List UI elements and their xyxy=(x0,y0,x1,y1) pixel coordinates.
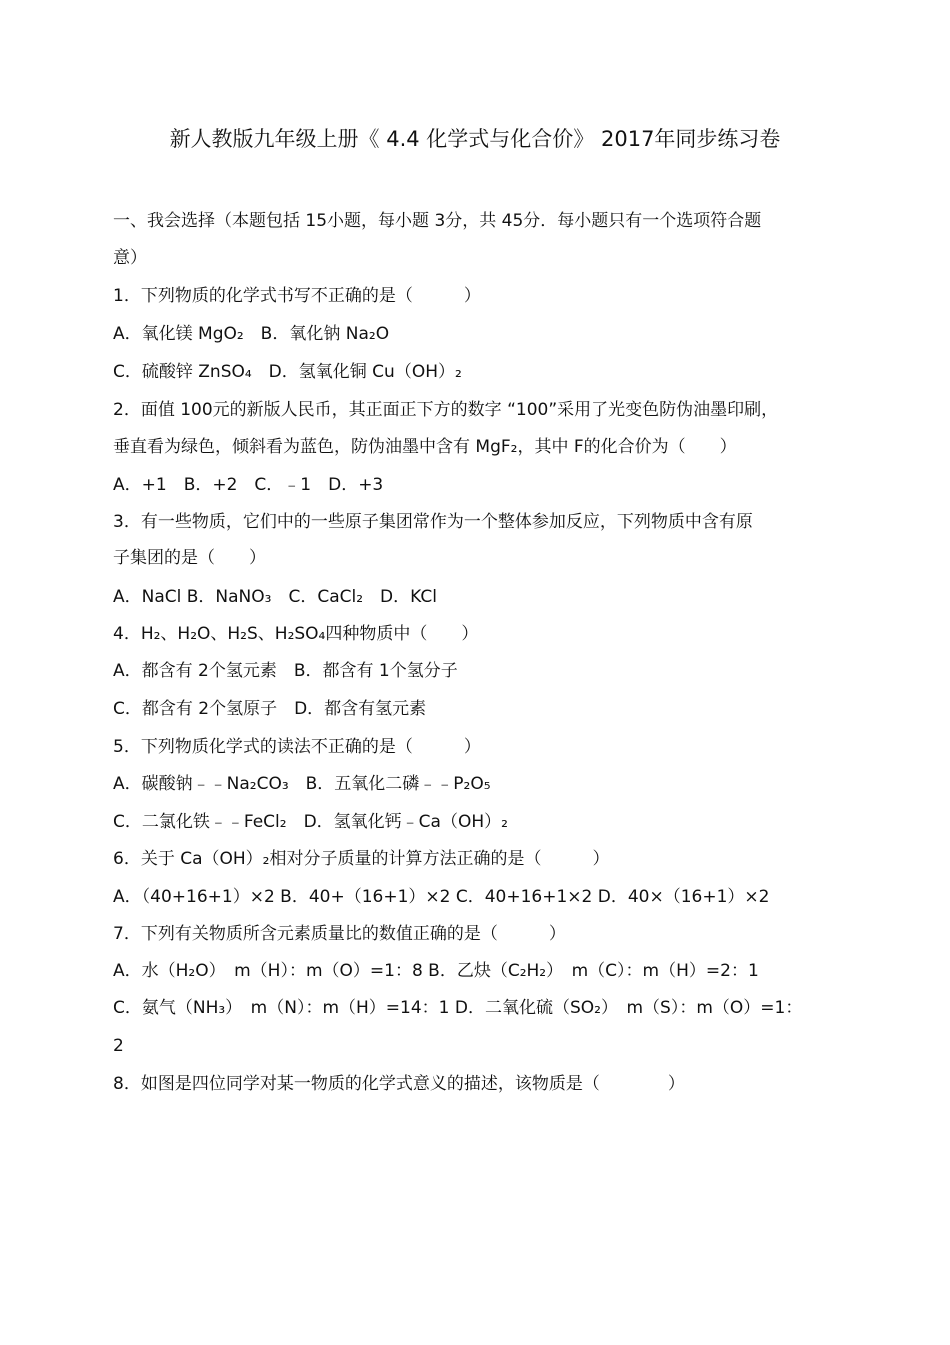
question-3-options: A．NaCl B．NaNO₃ C．CaCl₂ D．KCl xyxy=(113,587,437,607)
question-7: 7．下列有关物质所含元素质量比的数值正确的是（ ） xyxy=(113,924,566,944)
question-7-options-cd: C．氨气（NH₃） m（N）：m（H）=14：1 D．二氧化硫（SO₂） m（S）：m（O）=1： xyxy=(113,998,803,1018)
question-8: 8．如图是四位同学对某一物质的化学式意义的描述，该物质是（ ） xyxy=(113,1074,685,1094)
question-2-options: A．+1 B．+2 C．﹣1 D．+3 xyxy=(113,475,384,495)
question-5-options-ab: A．碳酸钠﹣﹣Na₂CO₃ B．五氧化二磷﹣﹣P₂O₅ xyxy=(113,774,491,794)
question-4-options-ab: A．都含有 2个氢元素 B．都含有 1个氢分子 xyxy=(113,661,458,681)
question-2-line-1: 2．面值 100元的新版人民币，其正面正下方的数字 “100”采用了光变色防伪油墨印刷， xyxy=(113,400,779,420)
question-1: 1．下列物质的化学式书写不正确的是（ ） xyxy=(113,286,481,306)
question-7-options-cd-wrap: 2 xyxy=(113,1036,124,1056)
question-7-options-ab: A．水（H₂O） m（H）：m（O）=1：8 B．乙炔（C₂H₂） m（C）：m（H）=2：1 xyxy=(113,961,759,981)
question-2-line-2: 垂直看为绿色，倾斜看为蓝色，防伪油墨中含有 MgF₂，其中 F的化合价为（ ） xyxy=(113,437,737,457)
question-1-options-ab: A．氧化镁 MgO₂ B．氧化钠 Na₂O xyxy=(113,324,390,344)
section-heading-line-1: 一、我会选择（本题包括 15小题，每小题 3分，共 45分．每小题只有一个选项符合题 xyxy=(113,211,762,231)
question-6: 6．关于 Ca（OH）₂相对分子质量的计算方法正确的是（ ） xyxy=(113,849,610,869)
page-title: 新人教版九年级上册《 4.4 化学式与化合价》 2017年同步练习卷 xyxy=(169,127,781,151)
question-5-options-cd: C．二氯化铁﹣﹣FeCl₂ D．氢氧化钙﹣Ca（OH）₂ xyxy=(113,812,508,832)
question-5: 5．下列物质化学式的读法不正确的是（ ） xyxy=(113,737,481,757)
question-6-options: A．（40+16+1）×2 B．40+（16+1）×2 C．40+16+1×2 D．40×（16+1）×2 xyxy=(113,887,770,907)
question-4: 4．H₂、H₂O、H₂S、H₂SO₄四种物质中（ ） xyxy=(113,624,479,644)
question-3-line-2: 子集团的是（ ） xyxy=(113,548,266,568)
section-heading-line-2: 意） xyxy=(113,248,147,268)
question-1-options-cd: C．硫酸锌 ZnSO₄ D．氢氧化铜 Cu（OH）₂ xyxy=(113,362,462,382)
question-4-options-cd: C．都含有 2个氢原子 D．都含有氢元素 xyxy=(113,699,427,719)
question-3-line-1: 3．有一些物质，它们中的一些原子集团常作为一个整体参加反应，下列物质中含有原 xyxy=(113,512,753,532)
